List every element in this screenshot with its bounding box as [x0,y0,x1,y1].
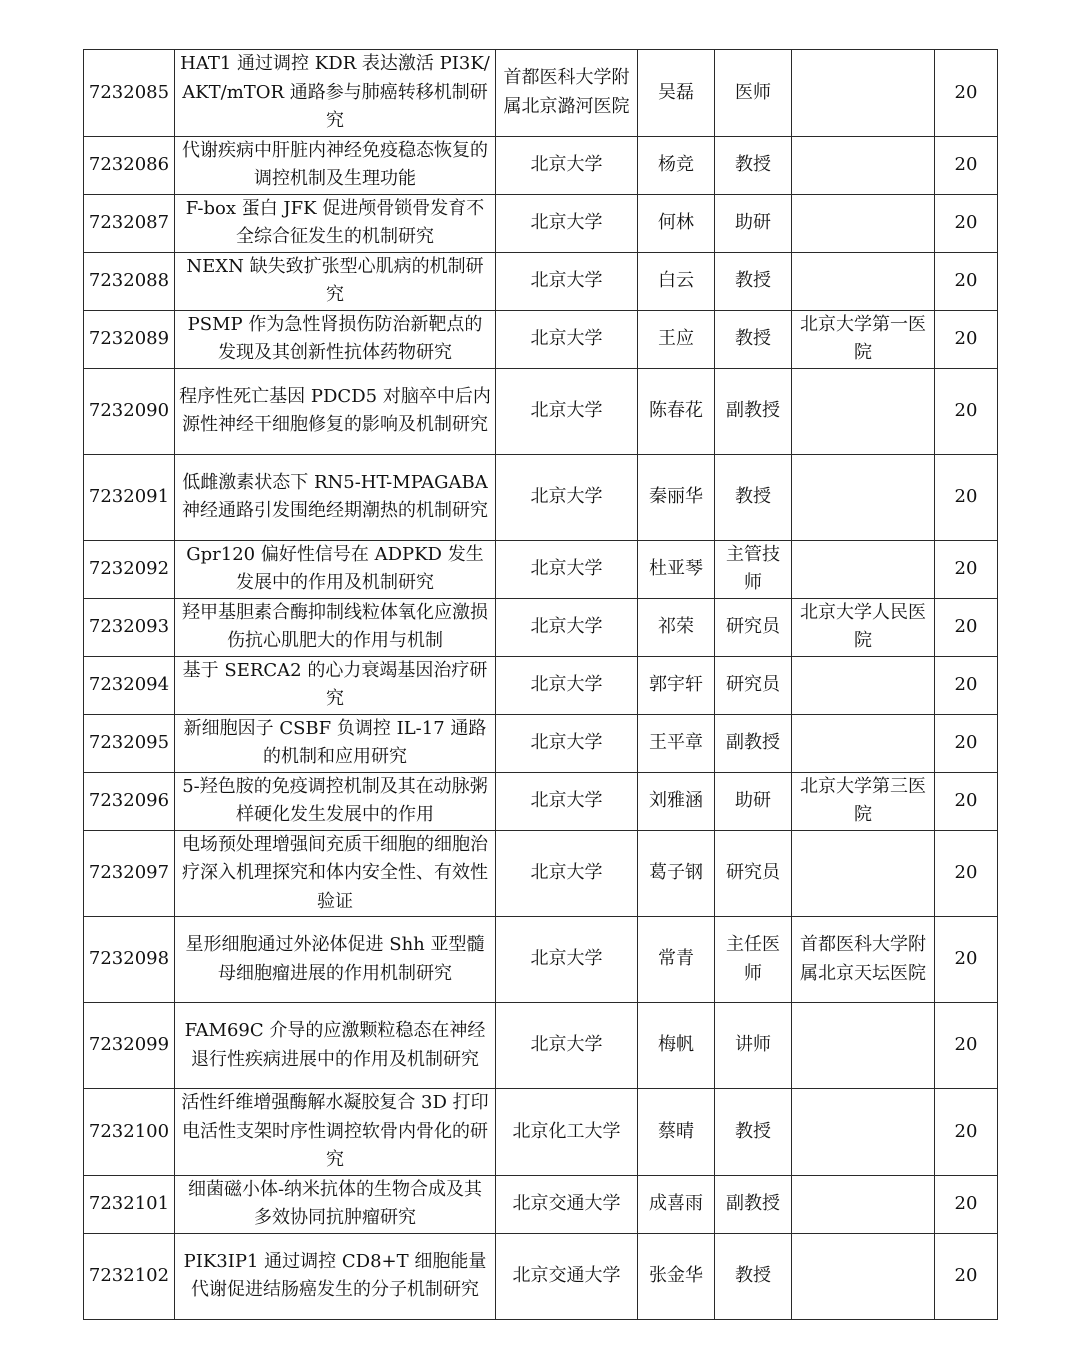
applicant-name-cell: 张金华 [638,1233,715,1319]
project-title-cell: 代谢疾病中肝脏内神经免疫稳态恢复的调控机制及生理功能 [175,136,496,194]
title-rank-cell: 主管技师 [715,540,792,598]
project-id-cell: 7232092 [84,540,175,598]
cooperating-unit-cell [792,252,935,310]
project-title-cell: 基于 SERCA2 的心力衰竭基因治疗研究 [175,656,496,714]
title-rank-cell: 教授 [715,1089,792,1176]
project-title-cell: FAM69C 介导的应激颗粒稳态在神经退行性疾病进展中的作用及机制研究 [175,1003,496,1089]
title-rank-cell: 研究员 [715,598,792,656]
organization-cell: 北京大学 [496,136,638,194]
funding-amount-cell: 20 [935,454,998,540]
funding-amount-cell: 20 [935,1233,998,1319]
table-row [84,917,998,1003]
project-id-cell: 7232094 [84,656,175,714]
cooperating-unit-cell [792,194,935,252]
organization-cell: 北京交通大学 [496,1233,638,1319]
project-title-cell: 星形细胞通过外泌体促进 Shh 亚型髓母细胞瘤进展的作用机制研究 [175,917,496,1003]
cooperating-unit-cell [792,454,935,540]
applicant-name-cell: 何林 [638,194,715,252]
table-row [84,136,998,194]
applicant-name-cell: 郭宇轩 [638,656,715,714]
project-id-cell: 7232087 [84,194,175,252]
title-rank-cell: 教授 [715,136,792,194]
funding-amount-cell: 20 [935,136,998,194]
project-id-cell: 7232102 [84,1233,175,1319]
cooperating-unit-cell: 北京大学第三医院 [792,772,935,830]
table-row [84,772,998,830]
project-id-cell: 7232095 [84,714,175,772]
project-title-cell: 羟甲基胆素合酶抑制线粒体氧化应激损伤抗心肌肥大的作用与机制 [175,598,496,656]
project-id-cell: 7232101 [84,1175,175,1233]
table-row [84,1233,998,1319]
cooperating-unit-cell [792,656,935,714]
title-rank-cell: 副教授 [715,1175,792,1233]
project-id-cell: 7232091 [84,454,175,540]
funding-amount-cell: 20 [935,830,998,917]
table-row [84,830,998,917]
cooperating-unit-cell: 北京大学人民医院 [792,598,935,656]
title-rank-cell: 副教授 [715,368,792,454]
organization-cell: 北京大学 [496,540,638,598]
applicant-name-cell: 王平章 [638,714,715,772]
project-id-cell: 7232090 [84,368,175,454]
table-row [84,1003,998,1089]
table-row [84,1175,998,1233]
funding-amount-cell: 20 [935,252,998,310]
table-row [84,368,998,454]
project-id-cell: 7232093 [84,598,175,656]
cooperating-unit-cell [792,540,935,598]
funding-amount-cell: 20 [935,714,998,772]
funding-amount-cell: 20 [935,1175,998,1233]
funding-amount-cell: 20 [935,917,998,1003]
project-id-cell: 7232088 [84,252,175,310]
cooperating-unit-cell: 北京大学第一医院 [792,310,935,368]
project-id-cell: 7232098 [84,917,175,1003]
table-row [84,310,998,368]
applicant-name-cell: 王应 [638,310,715,368]
organization-cell: 北京大学 [496,368,638,454]
table-row [84,714,998,772]
project-id-cell: 7232100 [84,1089,175,1176]
table-row [84,656,998,714]
organization-cell: 北京大学 [496,310,638,368]
table-body [84,50,998,1320]
organization-cell: 北京大学 [496,454,638,540]
cooperating-unit-cell [792,1003,935,1089]
project-title-cell: 活性纤维增强酶解水凝胶复合 3D 打印电活性支架时序性调控软骨内骨化的研究 [175,1089,496,1176]
organization-cell: 北京大学 [496,714,638,772]
applicant-name-cell: 杜亚琴 [638,540,715,598]
organization-cell: 北京大学 [496,1003,638,1089]
project-title-cell: HAT1 通过调控 KDR 表达激活 PI3K/AKT/mTOR 通路参与肺癌转移机制研究 [175,50,496,137]
project-id-cell: 7232097 [84,830,175,917]
applicant-name-cell: 白云 [638,252,715,310]
title-rank-cell: 助研 [715,194,792,252]
table-row [84,194,998,252]
project-id-cell: 7232089 [84,310,175,368]
table-row [84,50,998,137]
table-row [84,252,998,310]
project-table [83,49,998,1320]
project-title-cell: PSMP 作为急性肾损伤防治新靶点的发现及其创新性抗体药物研究 [175,310,496,368]
organization-cell: 北京交通大学 [496,1175,638,1233]
title-rank-cell: 研究员 [715,656,792,714]
cooperating-unit-cell [792,50,935,137]
title-rank-cell: 教授 [715,454,792,540]
table-row [84,454,998,540]
applicant-name-cell: 常青 [638,917,715,1003]
cooperating-unit-cell [792,1233,935,1319]
applicant-name-cell: 葛子钢 [638,830,715,917]
title-rank-cell: 主任医师 [715,917,792,1003]
organization-cell: 北京化工大学 [496,1089,638,1176]
funding-amount-cell: 20 [935,1089,998,1176]
applicant-name-cell: 梅帆 [638,1003,715,1089]
applicant-name-cell: 秦丽华 [638,454,715,540]
table-row [84,598,998,656]
cooperating-unit-cell [792,1089,935,1176]
organization-cell: 北京大学 [496,194,638,252]
title-rank-cell: 助研 [715,772,792,830]
funding-amount-cell: 20 [935,598,998,656]
title-rank-cell: 研究员 [715,830,792,917]
applicant-name-cell: 蔡晴 [638,1089,715,1176]
funding-amount-cell: 20 [935,310,998,368]
applicant-name-cell: 杨竞 [638,136,715,194]
cooperating-unit-cell [792,1175,935,1233]
funding-amount-cell: 20 [935,656,998,714]
cooperating-unit-cell: 首都医科大学附属北京天坛医院 [792,917,935,1003]
title-rank-cell: 教授 [715,310,792,368]
funding-amount-cell: 20 [935,50,998,137]
funding-amount-cell: 20 [935,368,998,454]
title-rank-cell: 副教授 [715,714,792,772]
title-rank-cell: 医师 [715,50,792,137]
organization-cell: 北京大学 [496,830,638,917]
title-rank-cell: 讲师 [715,1003,792,1089]
table-row [84,1089,998,1176]
project-title-cell: NEXN 缺失致扩张型心肌病的机制研究 [175,252,496,310]
cooperating-unit-cell [792,830,935,917]
table-row [84,540,998,598]
funding-amount-cell: 20 [935,1003,998,1089]
funding-amount-cell: 20 [935,194,998,252]
project-title-cell: 电场预处理增强间充质干细胞的细胞治疗深入机理探究和体内安全性、有效性验证 [175,830,496,917]
title-rank-cell: 教授 [715,1233,792,1319]
cooperating-unit-cell [792,368,935,454]
organization-cell: 首都医科大学附属北京潞河医院 [496,50,638,137]
funding-amount-cell: 20 [935,772,998,830]
project-title-cell: 低雌激素状态下 RN5-HT-MPAGABA 神经通路引发围绝经期潮热的机制研究 [175,454,496,540]
organization-cell: 北京大学 [496,917,638,1003]
project-title-cell: 程序性死亡基因 PDCD5 对脑卒中后内源性神经干细胞修复的影响及机制研究 [175,368,496,454]
applicant-name-cell: 刘雅涵 [638,772,715,830]
project-id-cell: 7232085 [84,50,175,137]
applicant-name-cell: 祁荣 [638,598,715,656]
applicant-name-cell: 吴磊 [638,50,715,137]
applicant-name-cell: 成喜雨 [638,1175,715,1233]
project-id-cell: 7232086 [84,136,175,194]
organization-cell: 北京大学 [496,656,638,714]
project-title-cell: F-box 蛋白 JFK 促进颅骨锁骨发育不全综合征发生的机制研究 [175,194,496,252]
organization-cell: 北京大学 [496,772,638,830]
project-title-cell: Gpr120 偏好性信号在 ADPKD 发生发展中的作用及机制研究 [175,540,496,598]
project-id-cell: 7232096 [84,772,175,830]
project-id-cell: 7232099 [84,1003,175,1089]
project-title-cell: 5-羟色胺的免疫调控机制及其在动脉粥样硬化发生发展中的作用 [175,772,496,830]
organization-cell: 北京大学 [496,252,638,310]
project-title-cell: 新细胞因子 CSBF 负调控 IL-17 通路的机制和应用研究 [175,714,496,772]
cooperating-unit-cell [792,714,935,772]
project-title-cell: 细菌磁小体-纳米抗体的生物合成及其多效协同抗肿瘤研究 [175,1175,496,1233]
project-title-cell: PIK3IP1 通过调控 CD8+T 细胞能量代谢促进结肠癌发生的分子机制研究 [175,1233,496,1319]
funding-amount-cell: 20 [935,540,998,598]
applicant-name-cell: 陈春花 [638,368,715,454]
organization-cell: 北京大学 [496,598,638,656]
cooperating-unit-cell [792,136,935,194]
title-rank-cell: 教授 [715,252,792,310]
